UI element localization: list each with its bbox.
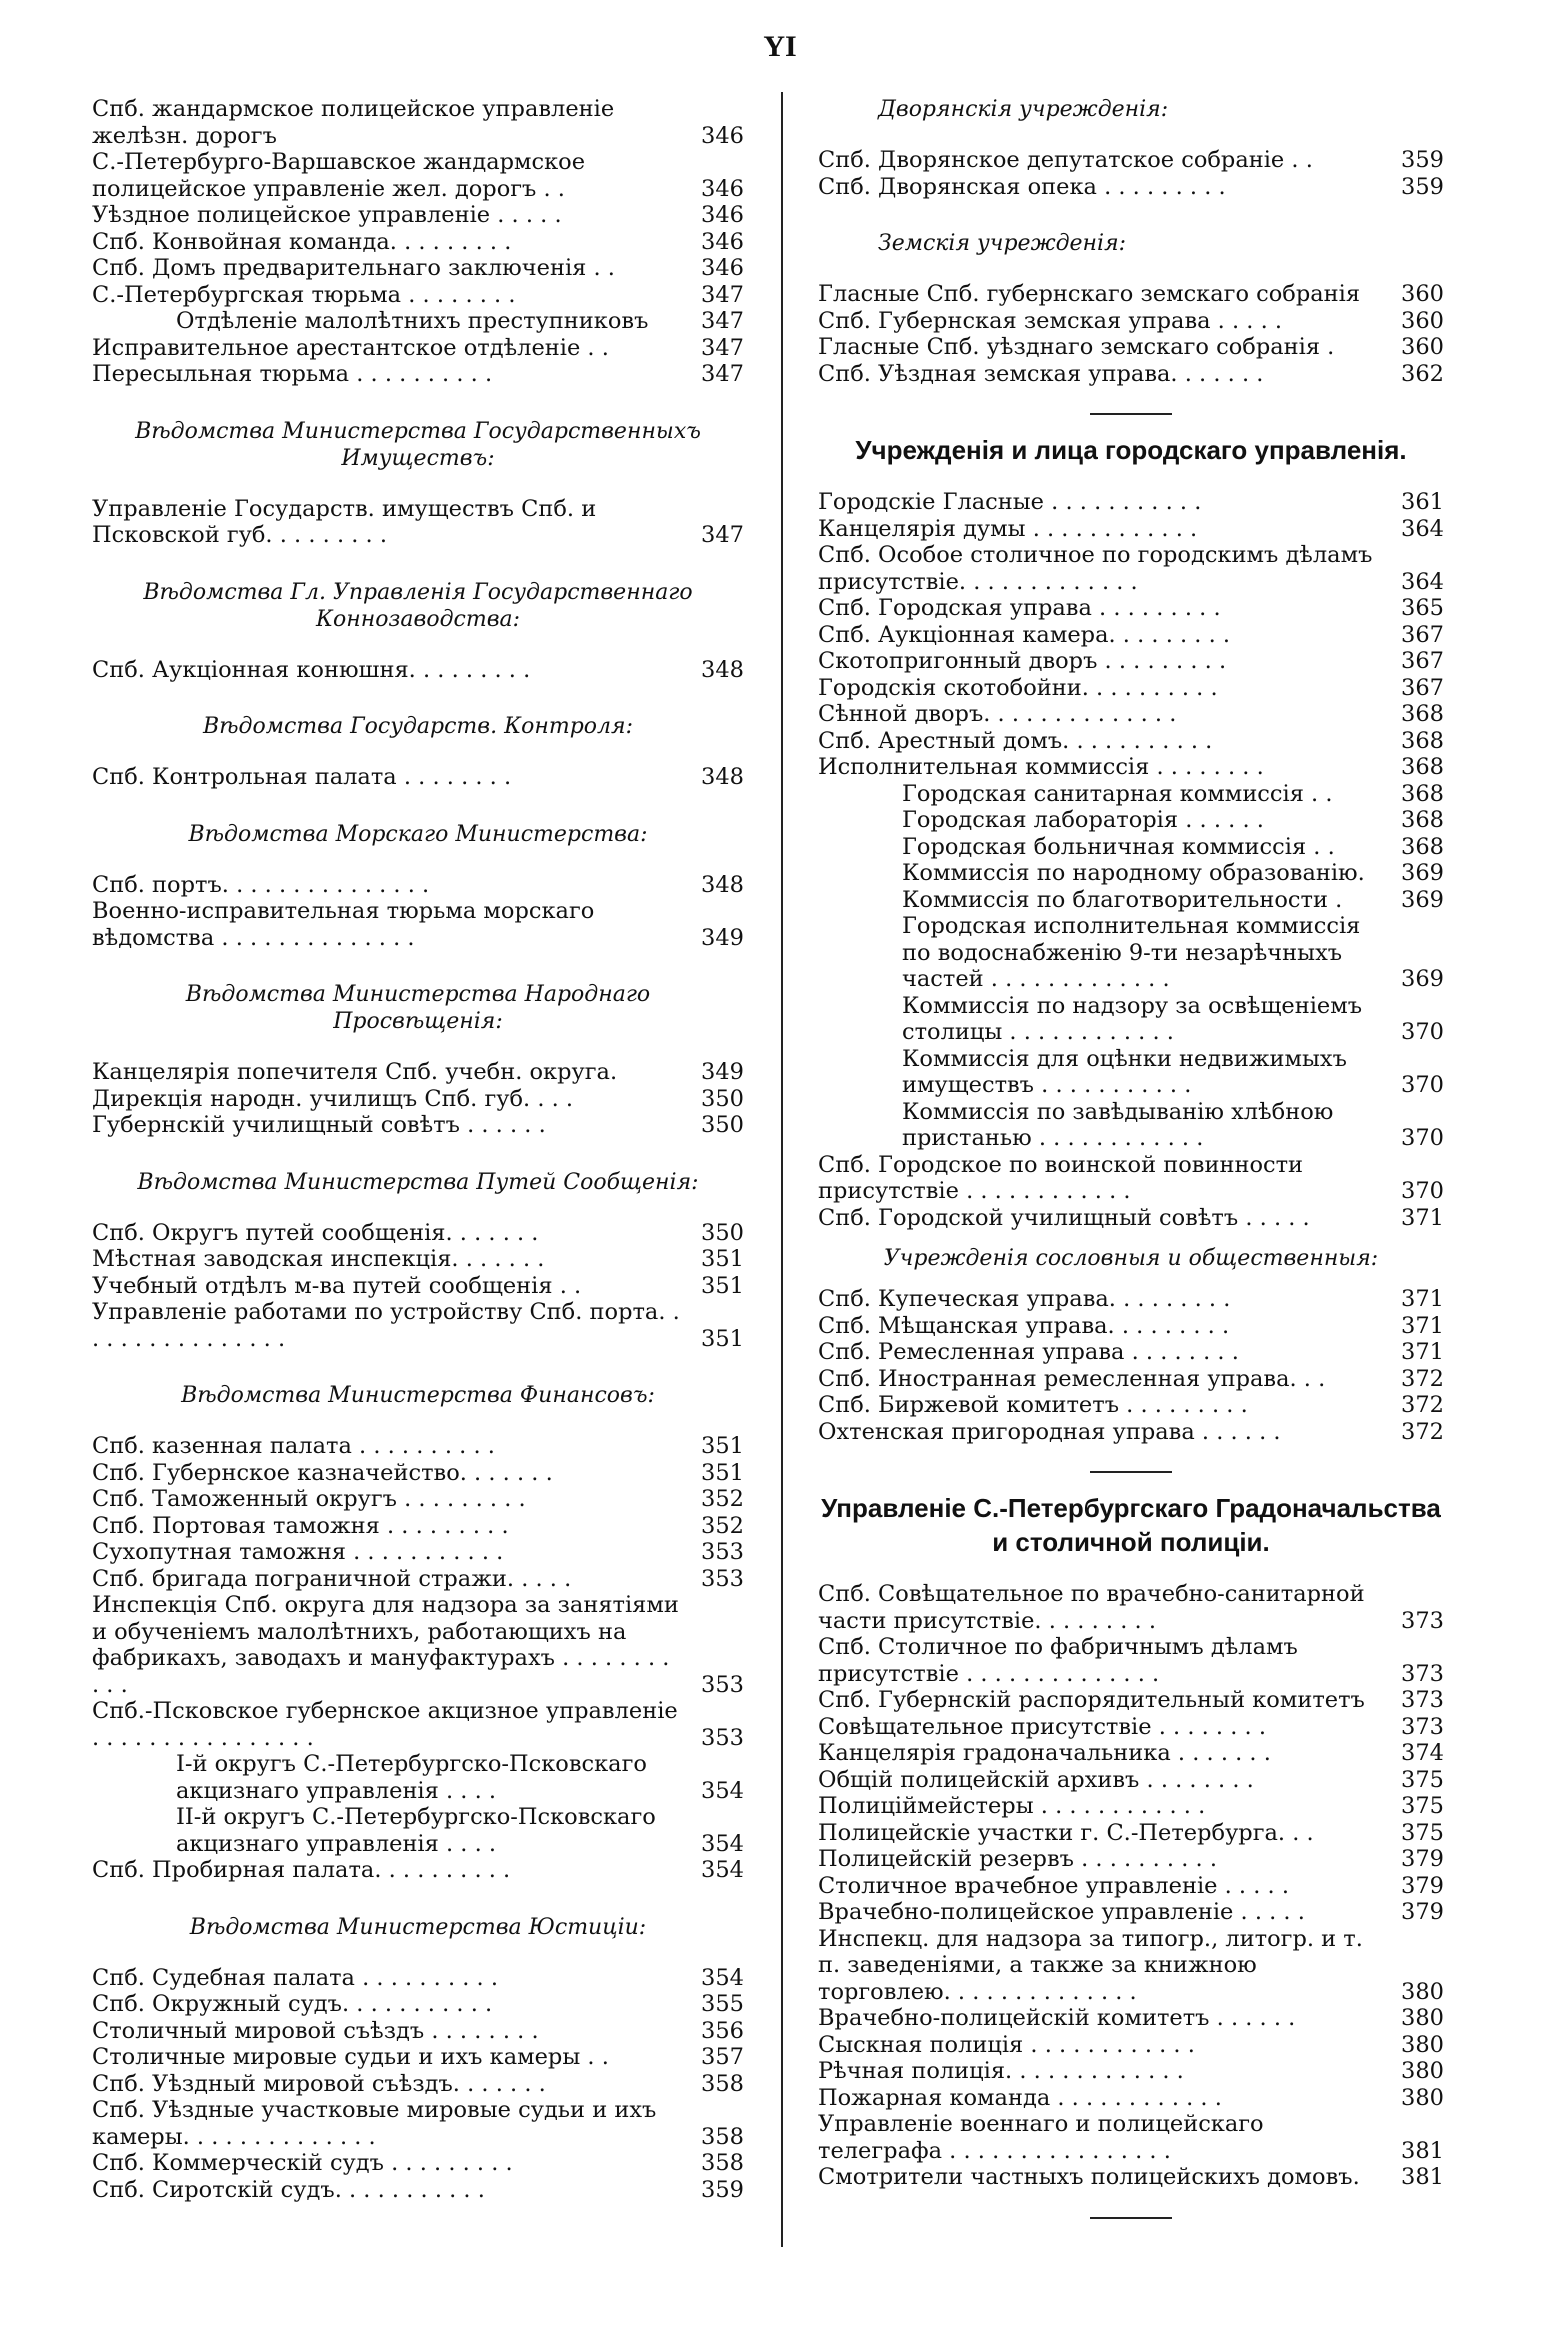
entry-page: 359 [1401,147,1444,173]
entry-title: Спб. Аукціонная камера. . . . . . . . . [818,621,1231,648]
toc-entry[interactable] [818,1634,1444,1687]
entry-page: 372 [1401,1418,1444,1445]
entry-page: 380 [1401,1978,1444,2005]
entry-page: 369 [1401,966,1444,992]
toc-entry[interactable] [92,764,744,791]
entry-page: 375 [1401,1793,1444,1819]
entry-title: Учебный отдѣлъ м-ва путей сообщенія . . [92,1272,582,1299]
entry-title: Городскія скотобойни. . . . . . . . . . [818,674,1218,701]
toc-entry[interactable] [818,622,1444,649]
entry-title: Спб. Столичное по фабричнымъ дѣламъ присутствіе . . . . . . . . . . . . . . [818,1634,1298,1687]
entry-title: Охтенская пригородная управа . . . . . . [818,1418,1281,1445]
toc-entry[interactable] [818,1286,1444,1313]
entry-title: Спб. Аукціонная конюшня. . . . . . . . . [92,656,531,683]
toc-entry[interactable] [92,1246,744,1273]
entry-page: 367 [1401,648,1444,674]
section-heading: Вѣдомства Министерства Путей Сообщенія: [137,1169,699,1195]
toc-entry[interactable] [818,1767,1444,1794]
toc-entry[interactable] [92,255,744,282]
entry-title: Спб. Дворянское депутатское собраніе . . [818,147,1313,173]
entry-page: 351 [701,1272,744,1299]
entry-title: Гласные Спб. губернскаго земскаго собранія [818,281,1361,307]
entry-page: 379 [1401,1899,1444,1925]
toc-entry[interactable] [92,1299,744,1352]
entry-title: Спб. Окружный судъ. . . . . . . . . . . [92,1991,493,2017]
toc-entry[interactable] [92,2071,744,2098]
toc-entry[interactable] [92,1220,744,1247]
entry-page: 346 [701,175,744,202]
entry-page: 380 [1401,2031,1444,2058]
toc-entry[interactable] [818,834,1444,861]
toc-entry[interactable] [818,334,1444,361]
entry-title: Военно-исправительная тюрьма морскаго вѣдомства . . . . . . . . . . . . . . [92,898,595,951]
entry-page: 373 [1401,1713,1444,1740]
toc-entry[interactable] [818,675,1444,702]
entry-title: Инспекц. для надзора за типогр., литогр. и т. п. заведеніями, а также за книжною торговлею. . . . . . . . . . . . . . [818,1925,1363,2005]
toc-entry[interactable] [818,489,1444,516]
toc-entry[interactable] [818,1740,1444,1767]
toc-entry[interactable] [818,542,1444,595]
toc-entry[interactable] [92,1751,744,1804]
entry-title: Исполнительная коммиссія . . . . . . . . [818,754,1264,780]
toc-entry[interactable] [92,496,744,549]
entry-page: 368 [1401,780,1444,807]
entry-page: 369 [1401,860,1444,886]
toc-entry[interactable] [92,1433,744,1460]
toc-entry[interactable] [818,1099,1444,1152]
entry-title: I-й округъ С.-Петербургско-Псковскаго акцизнаго управленія . . . . [176,1751,647,1804]
toc-entry[interactable] [818,781,1444,808]
section-rule [1090,413,1172,415]
entry-page: 373 [1401,1607,1444,1634]
toc-entry[interactable] [92,1804,744,1857]
toc-entry[interactable] [92,308,744,335]
entry-title: Спб. Сиротскій судъ. . . . . . . . . . . [92,2176,485,2203]
toc-entry[interactable] [818,361,1444,388]
entry-title: Городскіе Гласные . . . . . . . . . . . [818,489,1202,515]
entry-title: Спб. Городская управа . . . . . . . . . [818,595,1221,621]
entry-title: Смотрители частныхъ полицейскихъ домовъ. [818,2164,1360,2190]
entry-page: 373 [1401,1660,1444,1687]
entry-title: Спб. Уѣздная земская управа. . . . . . . [818,360,1264,387]
toc-entry[interactable] [818,728,1444,755]
entry-title: Спб. Уѣздные участковые мировые судьи и ихъ камеры. . . . . . . . . . . . . . [92,2097,657,2150]
entry-title: Спб. Иностранная ремесленная управа. . . [818,1365,1326,1392]
section-heading: Вѣдомства Гл. Управленія Государственнаго Коннозаводства: [143,579,693,632]
entry-page: 371 [1401,1204,1444,1231]
entry-page: 351 [701,1433,744,1459]
entry-page: 370 [1401,1072,1444,1098]
major-heading: Учрежденія и лица городскаго управленія. [855,435,1407,465]
entry-page: 346 [701,255,744,281]
entry-page: 350 [701,1219,744,1246]
section-heading: Вѣдомства Министерства Государственныхъ Имуществъ: [135,418,701,471]
toc-entry[interactable] [92,96,744,149]
entry-title: Городская лабораторія . . . . . . [902,807,1264,833]
entry-page: 348 [701,656,744,683]
entry-page: 379 [1401,1872,1444,1899]
toc-entry[interactable] [92,149,744,202]
entry-page: 349 [701,924,744,951]
toc-entry[interactable] [92,1513,744,1540]
entry-page: 367 [1401,621,1444,648]
toc-entry[interactable] [92,2018,744,2045]
entry-page: 364 [1401,515,1444,542]
entry-page: 349 [701,1059,744,1085]
entry-title: Врачебно-полицейское управленіе . . . . . [818,1899,1305,1925]
entry-title: Отдѣленіе малолѣтнихъ преступниковъ [176,308,649,334]
entry-page: 375 [1401,1766,1444,1793]
entry-title: Спб. Совѣщательное по врачебно-санитарной части присутствіе. . . . . . . . . [818,1581,1365,1634]
toc-entry[interactable] [92,1539,744,1566]
entry-page: 358 [701,2070,744,2097]
toc-entry[interactable] [92,872,744,899]
toc-entry[interactable] [818,1419,1444,1446]
entry-title: С.-Петербургская тюрьма . . . . . . . . [92,281,516,308]
entry-title: Гласные Спб. уѣзднаго земскаго собранія . [818,334,1335,360]
entry-title: Спб. Городское по воинской повинности присутствіе . . . . . . . . . . . . [818,1151,1304,1204]
entry-title: Уѣздное полицейское управленіе . . . . . [92,202,562,228]
entry-page: 360 [1401,334,1444,360]
entry-title: Общій полицейскій архивъ . . . . . . . . [818,1766,1254,1793]
entry-title: Исправительное арестантское отдѣленіе . . [92,334,609,361]
entry-page: 346 [701,122,744,149]
toc-entry[interactable] [818,595,1444,622]
toc-entry[interactable] [818,1339,1444,1366]
entry-title: Скотопригонный дворъ . . . . . . . . . [818,648,1227,674]
section-heading: Вѣдомства Морскаго Министерства: [188,821,648,847]
entry-title: Спб. Губернское казначейство. . . . . . . [92,1459,553,1486]
section-heading: Учрежденія сословныя и общественныя: [883,1246,1379,1271]
entry-title: Врачебно-полицейскій комитетъ . . . . . . [818,2005,1296,2031]
entry-title: Спб. Судебная палата . . . . . . . . . . [92,1964,499,1991]
entry-title: Спб. Коммерческій судъ . . . . . . . . . [92,2150,513,2176]
toc-entry[interactable] [92,1991,744,2018]
toc-entry[interactable] [92,1273,744,1300]
toc-entry[interactable] [818,1873,1444,1900]
toc-entry[interactable] [818,913,1444,993]
entry-title: Полицейскій резервъ . . . . . . . . . . [818,1846,1217,1872]
entry-title: Городская санитарная коммиссія . . [902,780,1333,807]
toc-entry[interactable] [818,308,1444,335]
column-divider [781,92,783,2247]
entry-title: Спб. Конвойная команда. . . . . . . . . [92,228,512,255]
entry-title: Столичные мировые судьи и ихъ камеры . . [92,2044,609,2070]
entry-title: Столичное врачебное управленіе . . . . . [818,1872,1289,1899]
toc-entry[interactable] [818,754,1444,781]
entry-title: Спб. бригада пограничной стражи. . . . . [92,1565,572,1592]
toc-entry[interactable] [818,648,1444,675]
entry-title: Городская исполнительная коммиссія по водоснабженію 9-ти незарѣчныхъ частей . . . . . . . . . . . . . [902,913,1361,992]
entry-title: Инспекція Спб. округа для надзора за занятіями и обученіемъ малолѣтнихъ, работающихъ на фабрикахъ, заводахъ и мануфактурахъ . . . . . . . . . . . [92,1592,679,1698]
section-heading: Вѣдомства Государств. Контроля: [202,714,634,739]
toc-entry[interactable] [818,993,1444,1046]
entry-title: Канцелярія попечителя Спб. учебн. округа. [92,1059,618,1085]
entry-title: Полицiймейстеры . . . . . . . . . . . . [818,1793,1206,1819]
entry-page: 351 [701,1246,744,1272]
entry-page: 357 [701,2044,744,2070]
entry-title: Коммиссія по народному образованію. [902,860,1365,886]
entry-page: 379 [1401,1846,1444,1872]
entry-page: 359 [1401,173,1444,200]
toc-entry[interactable] [818,2005,1444,2032]
entry-page: 373 [1401,1687,1444,1713]
toc-entry[interactable] [92,1698,744,1751]
toc-entry[interactable] [818,516,1444,543]
entry-title: Спб. Уѣздный мировой съѣздъ. . . . . . . [92,2070,546,2097]
entry-page: 364 [1401,568,1444,595]
entry-page: 354 [701,1964,744,1991]
entry-page: 347 [701,522,744,548]
section-rule [1090,1471,1172,1473]
entry-page: 356 [701,2017,744,2044]
entry-page: 380 [1401,2005,1444,2031]
toc-entry[interactable] [818,1392,1444,1419]
entry-title: Спб. Губернская земская управа . . . . . [818,307,1283,334]
entry-title: Спб. Дворянская опека . . . . . . . . . [818,173,1226,200]
entry-title: Городская больничная коммиссія . . [902,833,1335,860]
entry-title: Спб. Портовая таможня . . . . . . . . . [92,1512,509,1539]
entry-page: 347 [701,281,744,308]
entry-title: Сыскная полиція . . . . . . . . . . . . [818,2031,1195,2058]
entry-title: Рѣчная полиція. . . . . . . . . . . . . [818,2058,1184,2084]
entry-title: Спб. Городской училищный совѣтъ . . . . . [818,1204,1310,1231]
entry-page: 370 [1401,1019,1444,1045]
toc-entry[interactable] [92,229,744,256]
entry-page: 350 [701,1112,744,1138]
entry-title: Спб. портъ. . . . . . . . . . . . . . . [92,871,430,898]
toc-entry[interactable] [92,1486,744,1513]
toc-entry[interactable] [92,361,744,388]
section-heading: Дворянскія учрежденія: [878,97,1169,122]
entry-title: Пересыльная тюрьма . . . . . . . . . . [92,361,493,387]
toc-entry[interactable] [818,1899,1444,1926]
entry-title: Спб. Домъ предварительнаго заключенія . . [92,255,615,281]
entry-page: 352 [701,1512,744,1539]
toc-entry[interactable] [92,1566,744,1593]
toc-entry[interactable] [818,1152,1444,1205]
toc-entry[interactable] [92,1460,744,1487]
entry-page: 372 [1401,1365,1444,1392]
entry-page: 380 [1401,2084,1444,2111]
toc-entry[interactable] [92,335,744,362]
entry-page: 368 [1401,807,1444,833]
entry-page: 370 [1401,1125,1444,1151]
entry-title: Спб. казенная палата . . . . . . . . . . [92,1433,495,1459]
toc-entry[interactable] [818,1926,1444,2006]
toc-entry[interactable] [818,701,1444,728]
entry-page: 371 [1401,1286,1444,1312]
toc-entry[interactable] [92,1059,744,1086]
entry-page: 368 [1401,701,1444,727]
toc-entry[interactable] [92,2150,744,2177]
entry-title: Столичный мировой съѣздъ . . . . . . . . [92,2017,539,2044]
entry-title: Управленіе Государств. имуществъ Спб. и Псковской губ. . . . . . . . . [92,495,597,548]
toc-entry[interactable] [92,898,744,951]
entry-page: 351 [701,1459,744,1486]
entry-page: 353 [701,1671,744,1698]
toc-entry[interactable] [818,1313,1444,1340]
page-number: YI [763,30,797,63]
entry-title: Спб. Ремесленная управа . . . . . . . . [818,1339,1239,1365]
entry-title: Спб. жандармское полицейское управленіе желѣзн. дорогъ [92,96,615,149]
toc-entry[interactable] [818,147,1444,174]
toc-entry[interactable] [818,2058,1444,2085]
entry-page: 374 [1401,1740,1444,1766]
entry-title: Мѣстная заводская инспекція. . . . . . . [92,1246,545,1272]
entry-title: С.-Петербурго-Варшавское жандармское полицейское управленіе жел. дорогъ . . [92,149,586,202]
toc-entry[interactable] [92,1857,744,1884]
entry-title: Полицейскіе участки г. С.-Петербурга. . . [818,1819,1314,1846]
entry-page: 368 [1401,727,1444,754]
entry-title: Коммиссія для оцѣнки недвижимыхъ имуществъ . . . . . . . . . . . [902,1045,1347,1098]
toc-entry[interactable] [92,1086,744,1113]
entry-title: Спб. Арестный домъ. . . . . . . . . . . [818,727,1213,754]
toc-entry[interactable] [92,282,744,309]
toc-entry[interactable] [818,174,1444,201]
toc-entry[interactable] [92,1112,744,1139]
toc-entry[interactable] [92,2044,744,2071]
entry-page: 348 [701,764,744,790]
entry-page: 350 [701,1085,744,1112]
entry-title: Спб. Особое столичное по городскимъ дѣламъ присутствіе. . . . . . . . . . . . . [818,542,1373,595]
entry-page: 370 [1401,1178,1444,1204]
toc-entry[interactable] [92,2177,744,2204]
entry-title: Коммиссія по благотворительности . [902,886,1343,913]
toc-entry[interactable] [818,1846,1444,1873]
entry-page: 360 [1401,307,1444,334]
toc-entry[interactable] [818,860,1444,887]
entry-title: Управленіе военнаго и полицейскаго телеграфа . . . . . . . . . . . . . . . . [818,2111,1264,2164]
section-heading: Вѣдомства Министерства Народнаго Просвѣщенія: [185,982,651,1034]
entry-page: 354 [701,1777,744,1804]
entry-page: 348 [701,871,744,898]
entry-page: 347 [701,308,744,334]
entry-page: 381 [1401,2137,1444,2164]
right-column [818,96,1444,2237]
entry-page: 371 [1401,1312,1444,1339]
toc-entry[interactable] [92,2097,744,2150]
toc-entry[interactable] [818,2111,1444,2164]
entry-title: Губернскій училищный совѣтъ . . . . . . [92,1112,546,1138]
toc-entry[interactable] [818,2085,1444,2112]
section-heading: Вѣдомства Министерства Юстиціи: [189,1914,647,1940]
entry-title: Коммиссія по завѣдыванію хлѣбною пристанью . . . . . . . . . . . . [902,1098,1334,1151]
entry-page: 360 [1401,281,1444,307]
toc-entry[interactable] [92,202,744,229]
entry-title: Спб.-Псковское губернское акцизное управленіе . . . . . . . . . . . . . . . . [92,1698,678,1751]
entry-page: 351 [701,1325,744,1352]
entry-page: 355 [701,1991,744,2017]
entry-page: 368 [1401,754,1444,780]
toc-entry[interactable] [818,887,1444,914]
section-heading: Вѣдомства Министерства Финансовъ: [181,1383,655,1408]
entry-page: 347 [701,334,744,361]
entry-title: Канцелярія градоначальника . . . . . . . [818,1740,1271,1766]
section-heading: Земскія учрежденія: [878,231,1127,256]
toc-entry[interactable] [818,807,1444,834]
entry-title: Совѣщательное присутствіе . . . . . . . . [818,1713,1266,1740]
toc-entry[interactable] [92,657,744,684]
entry-title: Спб. Купеческая управа. . . . . . . . . [818,1286,1231,1312]
toc-entry[interactable] [818,281,1444,308]
entry-title: Сѣнной дворъ. . . . . . . . . . . . . . [818,701,1177,727]
entry-page: 352 [701,1486,744,1512]
entry-title: Дирекція народн. училищъ Спб. губ. . . . [92,1085,574,1112]
toc-entry[interactable] [818,2164,1444,2191]
entry-title: Спб. Пробирная палата. . . . . . . . . . [92,1857,511,1883]
entry-page: 369 [1401,886,1444,913]
entry-page: 362 [1401,360,1444,387]
entry-page: 361 [1401,489,1444,515]
entry-page: 372 [1401,1392,1444,1418]
toc-entry[interactable] [92,1965,744,1992]
toc-entry[interactable] [818,1046,1444,1099]
entry-title: Коммиссія по надзору за освѣщеніемъ столицы . . . . . . . . . . . . [902,992,1363,1045]
toc-entry[interactable] [818,1714,1444,1741]
entry-page: 346 [701,228,744,255]
entry-page: 354 [701,1830,744,1857]
entry-title: Спб. Губернскій распорядительный комитетъ [818,1687,1365,1713]
toc-entry[interactable] [818,1205,1444,1232]
entry-page: 353 [701,1565,744,1592]
entry-title: II-й округъ С.-Петербургско-Псковскаго акцизнаго управленія . . . . [176,1804,656,1857]
entry-page: 367 [1401,674,1444,701]
toc-entry[interactable] [818,1687,1444,1714]
entry-title: Спб. Таможенный округъ . . . . . . . . . [92,1486,526,1512]
toc-entry[interactable] [818,1820,1444,1847]
left-column [92,96,744,2203]
entry-page: 359 [701,2176,744,2203]
entry-page: 380 [1401,2058,1444,2084]
toc-entry[interactable] [818,2032,1444,2059]
major-heading: Управленіе С.-Петербургскаго Градоначальства и столичной полиціи. [821,1493,1441,1557]
entry-title: Пожарная команда . . . . . . . . . . . . [818,2084,1222,2111]
entry-title: Спб. Мѣщанская управа. . . . . . . . . [818,1312,1230,1339]
entry-title: Спб. Контрольная палата . . . . . . . . [92,764,512,790]
entry-page: 365 [1401,595,1444,621]
entry-page: 353 [701,1724,744,1751]
entry-title: Сухопутная таможня . . . . . . . . . . . [92,1539,504,1565]
entry-page: 358 [701,2150,744,2176]
toc-entry[interactable] [818,1581,1444,1634]
entry-page: 353 [701,1539,744,1565]
toc-entry[interactable] [818,1366,1444,1393]
entry-title: Спб. Округъ путей сообщенія. . . . . . . [92,1219,539,1246]
entry-title: Управленіе работами по устройству Спб. порта. . . . . . . . . . . . . . . . [92,1299,680,1352]
toc-entry[interactable] [818,1793,1444,1820]
toc-entry[interactable] [92,1592,744,1698]
entry-page: 346 [701,202,744,228]
section-rule [1090,2217,1172,2219]
entry-page: 347 [701,361,744,387]
entry-page: 368 [1401,833,1444,860]
entry-page: 381 [1401,2164,1444,2190]
entry-page: 371 [1401,1339,1444,1365]
entry-title: Спб. Биржевой комитетъ . . . . . . . . . [818,1392,1248,1418]
entry-page: 375 [1401,1819,1444,1846]
entry-page: 354 [701,1857,744,1883]
entry-page: 358 [701,2123,744,2150]
entry-title: Канцелярія думы . . . . . . . . . . . . [818,515,1198,542]
